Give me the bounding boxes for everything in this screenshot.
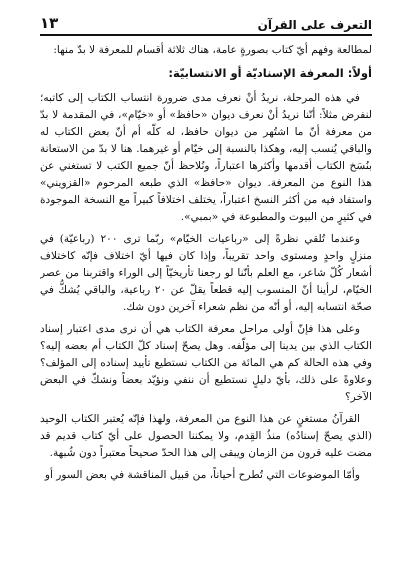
body-paragraph-4: القرآنُ مستغنٍ عن هذا النوع من المعرفة، ولهذا فإنّه يُعتبر الكتاب الوحيد (الذي يصحّ إسنادُه) منذُ القِدم، ولا يمكننا الحصول على أيّ كتاب قديم قد مضت عليه قرون من الزمان ويبقى إلى هذا الحدّ صحيحاً معتبراً دون شُبهة. [40,413,372,459]
page-header [40,8,372,36]
page-number: ١٣ [40,14,59,32]
body-paragraph-2: وعندما تُلقي نظرةً إلى «رباعيات الخيّام» ربّما ترى ٢٠٠ (رباعيّة) في منزلٍ واحدٍ ومستوى واحد تقريباً، وإذا كان فيها أيّ اختلاف فإنّه كاختلاف أشعار كُلّ شاعر، مع العلم بأنّنا لو رجعنا تأريخيّاً إلى الوراء واقتربنا من عصر الخيّام، لرأينا أنّ المنسوب إليه قطعاً يقلّ عن ٢٠ رباعية، والباقي يُشكُّ في صحّة انتسابه إليه، أو أنّه من نظم شعراء آخرين دون شك. [40,233,372,313]
running-title: التعرف على القرآن [257,18,372,32]
intro-paragraph: لمطالعة وفهم أيّ كتاب بصورةٍ عامة، هناك ثلاثة أقسام للمعرفة لا بدّ منها: [53,44,372,56]
page-body [40,42,372,579]
section-heading: أولاً: المعرفة الإسناديّة أو الانتسابيّة: [168,66,372,80]
body-paragraph-1: في هذه المرحلة، نريدُ أنْ نعرف مدى ضرورة انتساب الكتاب إلى كاتبه؛ لنفرض مثلاً: أنّنا نريدُ أنْ نعرف ديوان «حافظ» أو «خيّام»، في المقدمة لا بدّ من معرفة أنّ ما اشتُهر من ديوان حافظ، له كلّه أم أنّ بعض الكتاب له والباقي يُنسب إليه، وهكذا بالنسبة إلى خيّام أو غيرهما. هنا لا بدّ من الاستعانة بنُسَخ الكتاب أقدمها وأكثرها اعتباراً، ونُلاحظ أنّ جميع الكتب لا تستغني عن هذا النوع من المعرفة. ديوان «حافظ» الذي طبعه المرحوم «القزويني» واستفاد فيه من أكثر النسخ اعتباراً، يختلف اختلافاً كبيراً مع النسخة الموجودة في كثيرٍ من البيوت والمطبوعة في «بمبي». [40,92,372,223]
body-paragraph-5: وأمّا الموضوعات التي تُطرح أحياناً، من قبيل المناقشة في بعض السور أو [44,469,360,481]
body-paragraph-3: وعلى هذا فإنّ أولى مراحل معرفة الكتاب هي أن نرى مدى اعتبار إسناد الكتاب الذي بين يدينا إلى مؤلّفه. وهل يصحّ إسناد كلّ الكتاب أم بعضه إليه؟ وفي هذه الحالة كم هي المائة من الكتاب نستطيع تأييد إسناده إلى المؤلف؟ وعلاوةً على ذلك، بأيّ دليلٍ نستطيع أن ننفي ونؤيّد بعضاً ونشكّ في البعض الآخر؟ [40,323,372,403]
